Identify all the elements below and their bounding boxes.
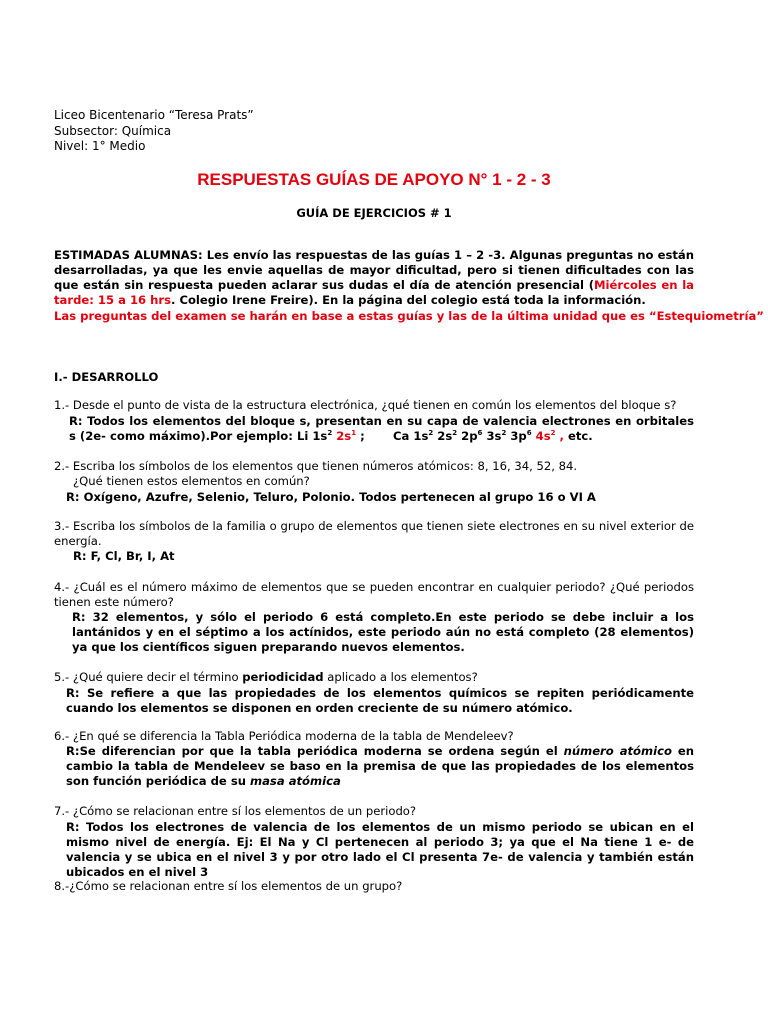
question-5-text: aplicado a los elementos?: [323, 670, 478, 684]
school-name: Liceo Bicentenario “Teresa Prats”: [54, 108, 254, 122]
answer-6: [54, 744, 694, 789]
sup: 2: [327, 429, 333, 437]
answer-1-sep: ;: [356, 429, 365, 443]
answer-6-text: en cambio la tabla de Mendeleev se baso en la premisa de que las propiedades de los elementos son función periódica de su: [66, 744, 694, 788]
ca-config: 3s: [482, 429, 502, 443]
sup: 6: [477, 429, 483, 437]
answer-6-text: R:Se diferencian por que la tabla periódica moderna se ordena según el: [66, 744, 564, 758]
answer-1-text: R: Todos los elementos del bloque s, presentan en su capa de valencia electrones en orbitales s (2e- como máximo).Por ejemplo: Li 1s: [69, 414, 694, 443]
question-5: [54, 670, 694, 685]
answer-7: R: Todos los electrones de valencia de los elementos de un mismo periodo se ubican en el mismo nivel de energía. Ej: El Na y Cl pertenecen al periodo 3; ya que el Na tiene 1 e- de valencia y se ubica en el nivel 3 y por otro lado el Cl presenta 7e- de valencia y también están ubicados en el nivel 3: [66, 820, 694, 879]
sup: 1: [351, 429, 357, 437]
question-4: 4.- ¿Cuál es el número máximo de elementos que se pueden encontrar en cualquier periodo? ¿Qué periodos tienen este número?: [54, 580, 694, 609]
answer-6-italic: masa atómica: [250, 774, 341, 788]
answer-6-italic: número atómico: [563, 744, 672, 758]
subject-line: Subsector: Química: [54, 124, 172, 138]
document-title: RESPUESTAS GUÍAS DE APOYO N° 1 - 2 - 3: [197, 170, 551, 189]
sup: 2: [501, 429, 507, 437]
exam-warning: Las preguntas del examen se harán en base a estas guías y las de la última unidad que es “Estequiometría”: [54, 309, 764, 323]
question-3: 3.- Escriba los símbolos de la familia o grupo de elementos que tienen siete electrones en su nivel exterior de energía.: [54, 519, 694, 548]
orbital-red: 2s: [336, 429, 352, 443]
ca-config: 2s: [433, 429, 453, 443]
question-1: 1.- Desde el punto de vista de la estructura electrónica, ¿qué tienen en común los elementos del bloque s?: [54, 398, 677, 412]
document-page: [54, 0, 764, 1024]
sup: 2: [452, 429, 458, 437]
answer-1: [54, 414, 694, 444]
answer-1-end: etc.: [563, 429, 593, 443]
comma-red: ,: [555, 429, 564, 443]
sup: 2: [550, 429, 556, 437]
orbital-red: 4s: [531, 429, 551, 443]
level-line: Nivel: 1° Medio: [54, 139, 146, 153]
question-5-text: 5.- ¿Qué quiere decir el término: [54, 670, 243, 684]
question-8: 8.-¿Cómo se relacionan entre sí los elementos de un grupo?: [54, 879, 403, 893]
question-7: 7.- ¿Cómo se relacionan entre sí los elementos de un periodo?: [54, 804, 417, 818]
section-title: I.- DESARROLLO: [54, 370, 159, 384]
document-subtitle: GUÍA DE EJERCICIOS # 1: [296, 206, 452, 220]
intro-text-1: Les envío las respuestas de las guías 1 – 2 -3. Algunas preguntas no están desarrolladas, ya que les envie aquellas de mayor dificultad, pero si tienen dificultades con las que están sin respuesta pueden aclarar sus dudas el día de atención presencial (: [54, 248, 694, 292]
question-5-term: periodicidad: [242, 670, 324, 684]
sup: 2: [428, 429, 434, 437]
ca-config: Ca 1s: [393, 429, 429, 443]
question-2: 2.- Escriba los símbolos de los elementos que tienen números atómicos: 8, 16, 34, 52, 84.: [54, 459, 578, 473]
ca-config: 2p: [457, 429, 478, 443]
intro-paragraph: [54, 248, 694, 308]
intro-text-2: . Colegio Irene Freire). En la página del colegio está toda la información.: [171, 293, 646, 307]
intro-highlight: Miércoles en la tarde: 15 a 16 hrs: [54, 278, 694, 307]
answer-3: R: F, Cl, Br, I, At: [73, 549, 175, 563]
question-6: 6.- ¿En qué se diferencia la Tabla Periódica moderna de la tabla de Mendeleev?: [54, 729, 514, 743]
answer-2: R: Oxígeno, Azufre, Selenio, Teluro, Polonio. Todos pertenecen al grupo 16 o VI A: [66, 490, 596, 504]
intro-lead: ESTIMADAS ALUMNAS:: [54, 248, 203, 262]
question-2-sub: ¿Qué tienen estos elementos en común?: [73, 474, 310, 488]
answer-4: R: 32 elementos, y sólo el periodo 6 está completo.En este periodo se debe incluir a los lantánidos y en el séptimo a los actínidos, este periodo aún no está completo (28 elementos) ya que los científicos siguen preparando nuevos elementos.: [72, 610, 694, 654]
ca-config: 3p: [506, 429, 527, 443]
sup: 6: [526, 429, 532, 437]
answer-5: R: Se refiere a que las propiedades de los elementos químicos se repiten periódicamente cuando los elementos se disponen en orden creciente de su número atómico.: [66, 686, 694, 715]
